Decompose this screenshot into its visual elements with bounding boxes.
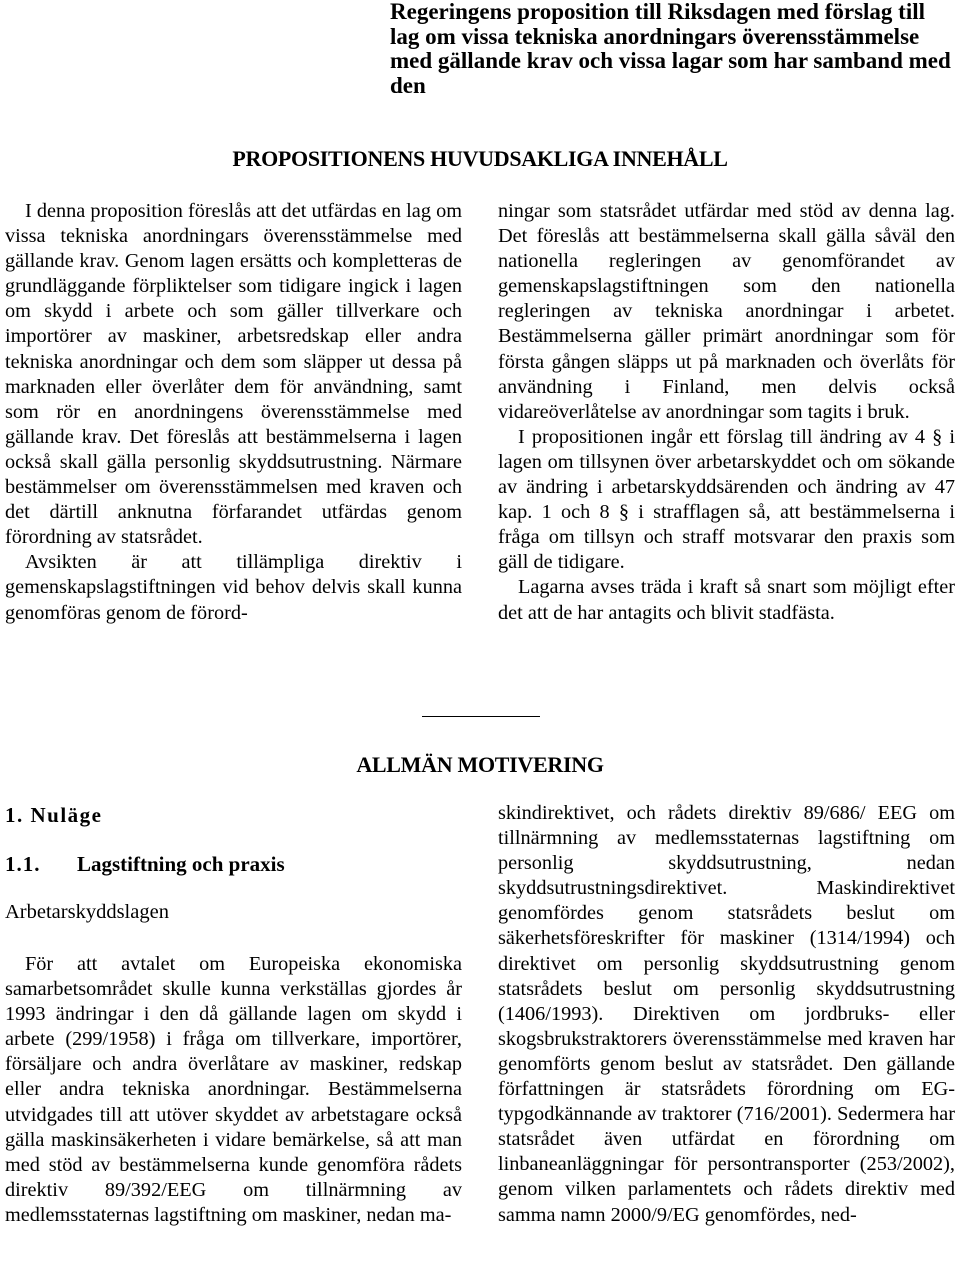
summary-paragraph: I denna proposition föreslås att det utfärdas en lag om vissa tekniska anordningars överensstämmelse med gällande krav. Genom lagen ersätts och kompletteras de grundläggande förpliktelser som tidigare ingick i lagen om skydd i arbete och som gäller tillverkare och importörer av maskiner, arbetsredskap eller andra tekniska anordningar och dem som släpper ut dessa på marknaden eller överlåter dem för användning, samt som rör en anordningens överensstämmelse med gällande krav. Det föreslås att bestämmelserna i lagen också skall gälla personlig skyddsutrustning. Närmare bestämmelser om överensstämmelsen med kraven och det därtill anknutna förfarandet utfärdas genom förordning av statsrådet. xyxy=(5,200,462,549)
heading-nulage: 1. Nuläge xyxy=(5,803,103,827)
summary-left-column xyxy=(5,199,462,626)
heading-text: Lagstiftning och praxis xyxy=(77,852,285,876)
body-paragraph: skindirektivet, och rådets direktiv 89/686/ EEG om tillnärmning av medlemsstaternas lagstiftning om personlig skyddsutrustning, nedan skyddsutrustningsdirektivet. Maskindirektivet genomfördes genom statsrådets beslut om säkerhetsföreskrifter för maskiner (1314/1994) och direktivet om personlig skyddsutrustning genom statsrådets beslut om personlig skyddsutrustning (1406/1993). Direktiven om jordbruks- eller skogsbrukstraktorers överensstämmelse med kraven har genomförts genom beslut av statsrådet. Den gällande författningen är statsrådets förordning om EG-typgodkännande av traktorer (716/2001). Sedermera har statsrådet även utfärdat en förordning om linbaneanläggningar för persontransporter (253/2002), genom vilken parlamentets och rådets direktiv med samma namn 2000/9/EG genomfördes, ned- xyxy=(498,802,955,1226)
summary-paragraph: I propositionen ingår ett förslag till ändring av 4 § i lagen om tillsynen över arbetarskyddet och om sökande av ändring i arbetarskyddsärenden och ändring av 47 kap. 1 och 8 § i strafflagen så, att bestämmelserna i fråga om tillsyn och straff motsvarar den praxis som gäll de tidigare. xyxy=(498,425,955,574)
motivering-right-column xyxy=(498,801,955,1228)
summary-paragraph: ningar som statsrådet utfärdar med stöd av denna lag. Det föreslås att bestämmelserna skall gälla såväl den nationella regleringen av genomförandet av gemenskapslagstiftningen som den nationella regleringen av tekniska anordningar i arbetet. Bestämmelserna gäller primärt anordningar som för första gången släpps ut på marknaden och överlåts för användning i Finland, men delvis också vidareöverlåtelse av anordningar som tagits i bruk. xyxy=(498,200,955,423)
separator-rule xyxy=(422,716,540,717)
motivering-heading: ALLMÄN MOTIVERING xyxy=(356,752,604,777)
summary-paragraph: Lagarna avses träda i kraft så snart som möjligt efter det att de har antagits och blivit stadfästa. xyxy=(498,576,955,624)
summary-heading: PROPOSITIONENS HUVUDSAKLIGA INNEHÅLL xyxy=(232,146,728,171)
motivering-left-column xyxy=(5,952,462,1228)
body-paragraph: För att avtalet om Europeiska ekonomiska samarbetsområdet skulle kunna verkställas gjordes år 1993 ändringar i den då gällande lagen om skydd i arbete (299/1958) i fråga om tillverkare, importörer, försäljare och andra överlåtare av maskiner, redskap eller andra tekniska anordningar. Bestämmelserna utvidgades till att utöver skyddet av arbetstagare också gälla maskinsäkerheten i vidare bemärkelse, så att man med stöd av bestämmelserna kunde genomföra rådets direktiv 89/392/EEG om tillnärmning av medlemsstaternas lagstiftning om maskiner, nedan ma- xyxy=(5,953,462,1226)
summary-paragraph: Avsikten är att tillämpliga direktiv i gemenskapslagstiftningen vid behov delvis skall kunna genomföras genom de förord- xyxy=(5,551,462,624)
heading-arbetarskyddslagen: Arbetarskyddslagen xyxy=(5,901,169,923)
summary-right-column xyxy=(498,199,955,626)
document-title: Regeringens proposition till Riksdagen med förslag till lag om vissa tekniska anordningars överensstämmelse med gällande krav och vissa lagar som har samband med den xyxy=(390,0,951,98)
heading-lagstiftning xyxy=(5,852,285,877)
heading-number: 1.1. xyxy=(5,852,41,876)
